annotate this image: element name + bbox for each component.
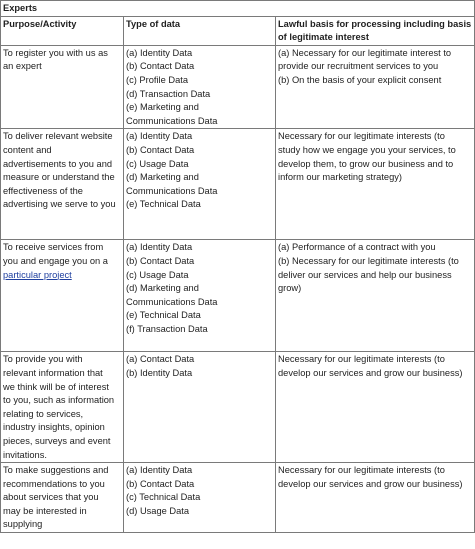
basis-line: Necessary for our legitimate interests (to	[278, 354, 445, 365]
basis-line: (a) Performance of a contract with you	[278, 242, 436, 253]
basis-cell	[276, 129, 475, 240]
purpose-line: relating to services,	[3, 408, 84, 419]
basis-line: Necessary for our legitimate interests (to	[278, 131, 445, 142]
data-type-line: (c) Technical Data	[126, 492, 201, 503]
data-type-line: (a) Contact Data	[126, 354, 195, 365]
purpose-line: To register you with us as	[3, 47, 108, 58]
data-type-line: (c) Usage Data	[126, 158, 189, 169]
purpose-line: advertisements to you and	[3, 158, 113, 169]
purpose-cell	[1, 129, 124, 240]
data-type-line: (b) Contact Data	[126, 255, 195, 266]
basis-line: develop them, to grow our business and to	[278, 158, 454, 169]
table-row	[1, 463, 475, 533]
basis-cell	[276, 463, 475, 533]
header-purpose: Purpose/Activity	[1, 16, 124, 45]
header-lawful-basis-line: Lawful basis for processing including basis	[278, 18, 472, 29]
purpose-line: an expert	[3, 61, 42, 72]
basis-cell	[276, 352, 475, 463]
purpose-line: you and engage you on a	[3, 255, 108, 266]
purpose-line: measure or understand the	[3, 172, 115, 183]
purpose-line: To receive services from	[3, 242, 104, 253]
data-type-line: (a) Identity Data	[126, 242, 193, 253]
basis-line: (b) Necessary for our legitimate interests (to	[278, 255, 459, 266]
basis-cell	[276, 45, 475, 129]
purpose-line: To deliver relevant website	[3, 131, 113, 142]
table-caption: Experts	[1, 1, 475, 17]
purpose-line: to you, such as information	[3, 395, 115, 406]
data-type-line: (b) Identity Data	[126, 367, 193, 378]
data-type-cell	[124, 463, 276, 533]
purpose-cell	[1, 240, 124, 352]
data-type-line: (f) Transaction Data	[126, 323, 208, 334]
data-type-line: (d) Marketing and	[126, 283, 199, 294]
data-type-line: (b) Contact Data	[126, 61, 195, 72]
purpose-line: To make suggestions and	[3, 465, 109, 476]
data-type-line: (e) Technical Data	[126, 310, 201, 321]
data-type-cell	[124, 240, 276, 352]
data-type-line: (a) Identity Data	[126, 131, 193, 142]
purpose-line: industry insights, opinion	[3, 422, 105, 433]
basis-line: study how we engage you your services, to	[278, 144, 456, 155]
purpose-line: pieces, surveys and event	[3, 435, 111, 446]
purpose-cell	[1, 352, 124, 463]
data-type-line: Communications Data	[126, 185, 218, 196]
data-type-line: Communications Data	[126, 296, 218, 307]
data-type-line: (b) Contact Data	[126, 144, 195, 155]
table-row	[1, 352, 475, 463]
basis-line: inform our marketing strategy)	[278, 172, 403, 183]
purpose-line: To provide you with	[3, 354, 83, 365]
particular-project-link[interactable]: particular project	[3, 269, 72, 280]
basis-cell	[276, 240, 475, 352]
data-type-cell	[124, 45, 276, 129]
basis-line: provide our recruitment services to you	[278, 61, 439, 72]
purpose-cell	[1, 45, 124, 129]
purpose-line: effectiveness of the	[3, 185, 83, 196]
purpose-line: relevant information that	[3, 367, 103, 378]
basis-line: (b) On the basis of your explicit consent	[278, 74, 442, 85]
header-lawful-basis-line: of legitimate interest	[278, 32, 369, 43]
purpose-cell	[1, 463, 124, 533]
header-lawful-basis	[276, 16, 475, 45]
data-type-cell	[124, 352, 276, 463]
data-type-line: (b) Contact Data	[126, 478, 195, 489]
table-row	[1, 45, 475, 129]
data-type-line: (a) Identity Data	[126, 47, 193, 58]
purpose-line: invitations.	[3, 449, 47, 460]
purpose-line: supplying	[3, 519, 43, 530]
basis-line: develop our services and grow our business)	[278, 478, 463, 489]
header-row	[1, 16, 475, 45]
purpose-line: we think will be of interest	[3, 381, 109, 392]
purpose-line: advertising we serve to you	[3, 199, 116, 210]
data-type-line: (d) Marketing and	[126, 172, 199, 183]
data-type-line: Communications Data	[126, 115, 218, 126]
data-type-cell	[124, 129, 276, 240]
caption-row	[1, 1, 475, 17]
purpose-line: about services that you	[3, 492, 99, 503]
table-row	[1, 240, 475, 352]
basis-line: (a) Necessary for our legitimate interest to	[278, 47, 452, 58]
table-row	[1, 129, 475, 240]
purpose-line: recommendations to you	[3, 478, 105, 489]
data-type-line: (d) Transaction Data	[126, 88, 211, 99]
data-type-line: (d) Usage Data	[126, 505, 190, 516]
data-type-line: (e) Marketing and	[126, 102, 199, 113]
data-type-line: (c) Profile Data	[126, 74, 188, 85]
basis-line: grow)	[278, 283, 302, 294]
purpose-line: content and	[3, 144, 52, 155]
purpose-line: may be interested in	[3, 505, 87, 516]
basis-line: deliver our services and help our business	[278, 269, 452, 280]
data-type-line: (e) Technical Data	[126, 199, 201, 210]
data-type-line: (c) Usage Data	[126, 269, 189, 280]
basis-line: Necessary for our legitimate interests (to	[278, 465, 445, 476]
data-type-line: (a) Identity Data	[126, 465, 193, 476]
header-data-type: Type of data	[124, 16, 276, 45]
basis-line: develop our services and grow our business)	[278, 367, 463, 378]
